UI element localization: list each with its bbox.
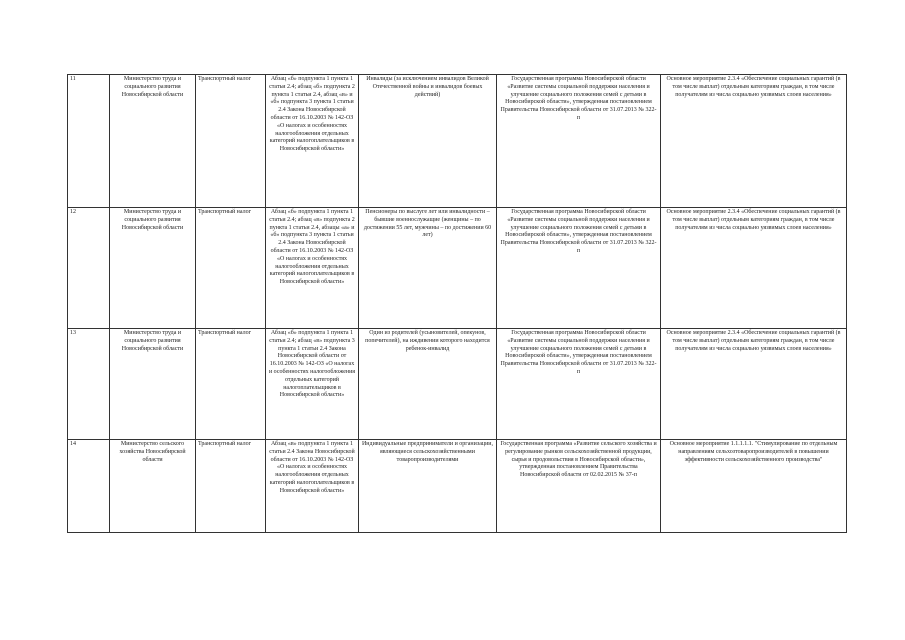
curator-authority: Министерство труда и социального развития Новосибирской области [110,329,196,440]
tax-name: Транспортный налог [196,440,266,533]
row-number: 14 [68,440,110,533]
tax-name: Транспортный налог [196,329,266,440]
table-row [68,208,847,329]
legal-norm: Абзац «б» подпункта 1 пункта 1 статьи 2.4; абзац «б» подпункта 2 пункта 1 статьи 2.4, абзац «в» и «б» подпункта 3 пункта 1 статьи 2.4 Закона Новосибирской области от 16.10.2003 № 142-ОЗ «О налогах и особенностях налогообложения отдельных категорий налогоплательщиков в Новосибирской области» [266,75,359,208]
state-program: Государственная программа Новосибирской области «Развитие системы социальной поддержки населения и улучшение социального положения семей с детьми в Новосибирской области», утвержденная постановлением Правительства Новосибирской области от 31.07.2013 № 322-п [497,75,661,208]
table-row [68,440,847,533]
table-row [68,75,847,208]
legal-norm: Абзац «б» подпункта 1 пункта 1 статьи 2.4; абзац «в» подпункта 3 пункта 1 статьи 2.4 Закона Новосибирской области от 16.10.2003 № 142-ОЗ «О налогах и особенностях налогообложения отдельных категорий налогоплательщиков в Новосибирской области» [266,329,359,440]
curator-authority: Министерство труда и социального развития Новосибирской области [110,75,196,208]
table-row [68,329,847,440]
curator-authority: Министерство труда и социального развития Новосибирской области [110,208,196,329]
curator-authority: Министерство сельского хозяйства Новосибирской области [110,440,196,533]
program-measure: Основное мероприятие 2.3.4 «Обеспечение социальных гарантий (в том числе выплат) отдельным категориям граждан, в том числе получателям из числа социально уязвимых слоев населения» [661,329,847,440]
legal-norm: Абзац «б» подпункта 1 пункта 1 статьи 2.4; абзац «в» подпункта 2 пункта 1 статьи 2.4, абзацы «а» и «б» подпункта 3 пункта 1 статьи 2.4 Закона Новосибирской области от 16.10.2003 № 142-ОЗ «О налогах и особенностях налогообложения отдельных категорий налогоплательщиков в Новосибирской области» [266,208,359,329]
state-program: Государственная программа Новосибирской области «Развитие системы социальной поддержки населения и улучшение социального положения семей с детьми в Новосибирской области», утвержденная постановлением Правительства Новосибирской области от 31.07.2013 № 322-п [497,329,661,440]
row-number: 12 [68,208,110,329]
row-number: 11 [68,75,110,208]
legal-norm: Абзац «в» подпункта 1 пункта 1 статьи 2.4 Закона Новосибирской области от 16.10.2003 № 142-ОЗ «О налогах и особенностях налогообложения отдельных категорий налогоплательщиков в Новосибирской области» [266,440,359,533]
program-measure: Основное мероприятие 2.3.4 «Обеспечение социальных гарантий (в том числе выплат) отдельным категориям граждан, в том числе получателям из числа социально уязвимых слоев населения» [661,208,847,329]
taxpayer-category: Инвалиды (за исключением инвалидов Великой Отечественной войны и инвалидов боевых действий) [359,75,497,208]
row-number: 13 [68,329,110,440]
tax-name: Транспортный налог [196,75,266,208]
state-program: Государственная программа Новосибирской области «Развитие системы социальной поддержки населения и улучшение социального положения семей с детьми в Новосибирской области», утвержденная постановлением Правительства Новосибирской области от 31.07.2013 № 322-п [497,208,661,329]
state-program: Государственная программа «Развитие сельского хозяйства и регулирование рынков сельскохозяйственной продукции, сырья и продовольствия в Новосибирской области», утвержденная постановлением Правительства Новосибирской области от 02.02.2015 № 37-п [497,440,661,533]
program-measure: Основное мероприятие 1.1.1.1.1. "Стимулирование по отдельным направлениям сельхозтоваропроизводителей в повышении эффективности сельскохозяйственного производства" [661,440,847,533]
program-measure: Основное мероприятие 2.3.4 «Обеспечение социальных гарантий (в том числе выплат) отдельным категориям граждан, в том числе получателям из числа социально уязвимых слоев населения» [661,75,847,208]
taxpayer-category: Индивидуальные предприниматели и организации, являющиеся сельскохозяйственными товаропроизводителями [359,440,497,533]
taxpayer-category: Один из родителей (усыновителей, опекунов, попечителей), на иждивении которого находится ребенок-инвалид [359,329,497,440]
tax-name: Транспортный налог [196,208,266,329]
taxpayer-category: Пенсионеры по выслуге лет или инвалидности – бывшие военнослужащие (женщины – по достижении 55 лет, мужчины – по достижении 60 лет) [359,208,497,329]
tax-expenditures-table [67,74,847,533]
